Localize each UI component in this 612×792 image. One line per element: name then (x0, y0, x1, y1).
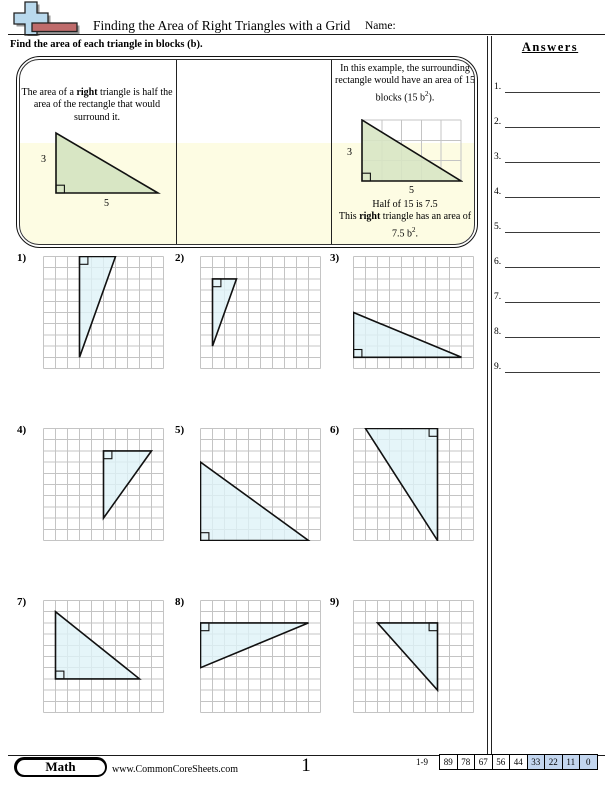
answer-row (494, 218, 600, 233)
problem-grid (43, 256, 164, 369)
answer-number: 2. (494, 117, 502, 127)
answer-number: 9. (494, 362, 502, 372)
problem-grid (353, 600, 474, 713)
example-right-base-label: 5 (409, 185, 414, 196)
score-cell: 22 (544, 754, 563, 770)
right-triangle-shape (201, 462, 309, 540)
answer-row (494, 78, 600, 93)
score-cell: 56 (492, 754, 511, 770)
answer-number: 6. (494, 257, 502, 267)
subject-badge-label: Math (17, 760, 105, 775)
answer-row (494, 148, 600, 163)
commoncoresheets-logo (10, 1, 82, 36)
right-triangle-shape (80, 257, 116, 358)
example-box (16, 56, 478, 248)
answer-blank-line[interactable] (505, 287, 600, 303)
problem-grid (200, 600, 321, 713)
problem-grid (353, 428, 474, 541)
minus-bar-icon (32, 23, 77, 32)
answers-title: Answers (521, 40, 579, 54)
score-cell: 89 (439, 754, 458, 770)
example-right-triangle-grid (361, 119, 463, 183)
problem-label: 3) (330, 252, 340, 264)
score-cell: 78 (457, 754, 476, 770)
score-cell: 11 (562, 754, 581, 770)
answer-row (494, 358, 600, 373)
answer-row (494, 253, 600, 268)
answer-number: 3. (494, 152, 502, 162)
answer-blank-line[interactable] (505, 182, 600, 198)
page-number: 1 (301, 755, 311, 776)
example-right-height-label: 3 (347, 147, 352, 158)
instruction-text: Find the area of each triangle in blocks (b). (10, 39, 203, 50)
header-rule (8, 34, 605, 35)
answer-blank-line[interactable] (505, 77, 600, 93)
answer-number: 4. (494, 187, 502, 197)
answer-number: 1. (494, 82, 502, 92)
example-left-triangle (51, 131, 161, 197)
score-cell: 44 (509, 754, 528, 770)
problem-label: 9) (330, 596, 340, 608)
example-left-base-label: 5 (104, 198, 109, 209)
answer-blank-line[interactable] (505, 147, 600, 163)
answer-blank-line[interactable] (505, 112, 600, 128)
page-title: Finding the Area of Right Triangles with a Grid (93, 18, 351, 33)
problem-grid (200, 256, 321, 369)
example-triangle-shape (56, 133, 158, 193)
score-cell: 0 (579, 754, 598, 770)
problem-grid (43, 428, 164, 541)
problem-grid (43, 600, 164, 713)
problem-label: 2) (175, 252, 185, 264)
problem-label: 1) (17, 252, 27, 264)
answer-row (494, 288, 600, 303)
problem-label: 7) (17, 596, 27, 608)
answer-blank-line[interactable] (505, 357, 600, 373)
subject-badge (14, 757, 107, 777)
example-right-intro: In this example, the surrounding rectangle would have an area of 15 blocks (15 $b^2$). (335, 63, 475, 103)
answer-row (494, 323, 600, 338)
problem-label: 6) (330, 424, 340, 436)
score-cell: 33 (527, 754, 546, 770)
answer-blank-line[interactable] (505, 322, 600, 338)
score-cell: 67 (474, 754, 493, 770)
score-table (440, 754, 598, 770)
answer-row (494, 113, 600, 128)
example-divider-1 (176, 60, 177, 244)
example-right-conclusion: Half of 15 is 7.5 This right triangle has an area of 7.5 $b^2$. (338, 199, 472, 239)
website-text: www.CommonCoreSheets.com (112, 764, 239, 775)
answers-separator (487, 36, 492, 755)
example-left-height-label: 3 (41, 154, 46, 165)
answer-number: 7. (494, 292, 502, 302)
answer-blank-line[interactable] (505, 217, 600, 233)
problem-grid (200, 428, 321, 541)
problem-label: 5) (175, 424, 185, 436)
answer-number: 8. (494, 327, 502, 337)
example-left-text: The area of a right triangle is half the area of the rectangle that would surround it. (21, 87, 173, 123)
example-triangle-shape (362, 120, 461, 181)
answer-number: 5. (494, 222, 502, 232)
problem-grid (353, 256, 474, 369)
problem-label: 4) (17, 424, 27, 436)
answer-row (494, 183, 600, 198)
score-range-label: 1-9 (416, 757, 428, 767)
name-label[interactable]: Name: (365, 20, 396, 32)
problem-label: 8) (175, 596, 185, 608)
answer-blank-line[interactable] (505, 252, 600, 268)
